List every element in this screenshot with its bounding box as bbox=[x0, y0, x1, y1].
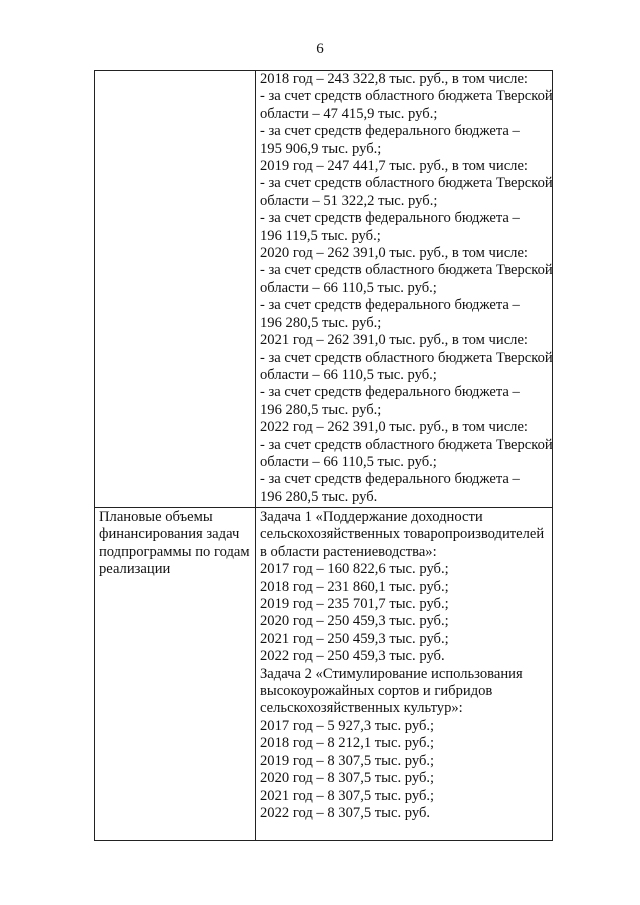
table-line: - за счет средств федерального бюджета – bbox=[260, 210, 520, 227]
row-label-line: Плановые объемы bbox=[99, 509, 213, 525]
table-line: 2021 год – 250 459,3 тыс. руб.; bbox=[260, 630, 449, 647]
table-line: 2022 год – 8 307,5 тыс. руб. bbox=[260, 804, 431, 821]
table-line: - за счет средств областного бюджета Тверской bbox=[260, 349, 553, 366]
table-line: 196 280,5 тыс. руб.; bbox=[260, 401, 382, 418]
table-line: 195 906,9 тыс. руб.; bbox=[260, 140, 382, 157]
table-line: 2019 год – 8 307,5 тыс. руб.; bbox=[260, 752, 435, 769]
table-line: 2018 год – 8 212,1 тыс. руб.; bbox=[260, 735, 435, 752]
table-line: 2018 год – 243 322,8 тыс. руб., в том числе: bbox=[260, 71, 528, 87]
table-line: 2020 год – 8 307,5 тыс. руб.; bbox=[260, 770, 435, 787]
row-1-right-cell bbox=[256, 71, 553, 508]
table-line: 2018 год – 231 860,1 тыс. руб.; bbox=[260, 578, 449, 595]
row-label-line: реализации bbox=[99, 561, 171, 578]
table-line: области – 66 110,5 тыс. руб.; bbox=[260, 453, 437, 470]
table-line: 2022 год – 262 391,0 тыс. руб., в том числе: bbox=[260, 419, 528, 436]
table-line: области – 66 110,5 тыс. руб.; bbox=[260, 279, 437, 296]
row-label-line: подпрограммы по годам bbox=[99, 543, 250, 560]
table-line: в области растениеводства»: bbox=[260, 543, 437, 560]
table-line: сельскохозяйственных культур»: bbox=[260, 700, 463, 717]
table-line: 2022 год – 250 459,3 тыс. руб. bbox=[260, 648, 445, 665]
table-row bbox=[95, 508, 553, 841]
table-line: области – 47 415,9 тыс. руб.; bbox=[260, 105, 438, 122]
page-number: 6 bbox=[316, 41, 324, 57]
table-line: 2019 год – 235 701,7 тыс. руб.; bbox=[260, 596, 449, 613]
table-line: - за счет средств федерального бюджета – bbox=[260, 384, 520, 401]
table-line: 2020 год – 262 391,0 тыс. руб., в том числе: bbox=[260, 245, 528, 262]
table-line: 2020 год – 250 459,3 тыс. руб.; bbox=[260, 613, 449, 630]
table-line: - за счет средств федерального бюджета – bbox=[260, 471, 520, 488]
table-line: 2019 год – 247 441,7 тыс. руб., в том числе: bbox=[260, 158, 528, 175]
table-line: 196 280,5 тыс. руб.; bbox=[260, 314, 382, 331]
row-label-line: финансирования задач bbox=[99, 526, 240, 543]
table-line: высокоурожайных сортов и гибридов bbox=[260, 683, 493, 700]
table-line: 2017 год – 5 927,3 тыс. руб.; bbox=[260, 717, 435, 734]
row-2-right-cell bbox=[256, 508, 553, 841]
table-line: 2017 год – 160 822,6 тыс. руб.; bbox=[260, 561, 449, 578]
row-1-left-cell bbox=[95, 71, 256, 508]
table-line: Задача 1 «Поддержание доходности bbox=[260, 509, 483, 525]
table-line: 196 280,5 тыс. руб. bbox=[260, 488, 378, 505]
table-line: - за счет средств федерального бюджета – bbox=[260, 297, 520, 314]
table-line: - за счет средств областного бюджета Тверской bbox=[260, 262, 553, 279]
table-line: 2021 год – 262 391,0 тыс. руб., в том числе: bbox=[260, 332, 528, 349]
table-line: 196 119,5 тыс. руб.; bbox=[260, 227, 381, 244]
table-line: области – 66 110,5 тыс. руб.; bbox=[260, 366, 437, 383]
table-line: - за счет средств федерального бюджета – bbox=[260, 123, 520, 140]
table-line: 2021 год – 8 307,5 тыс. руб.; bbox=[260, 787, 435, 804]
table-row bbox=[95, 71, 553, 508]
table-line: области – 51 322,2 тыс. руб.; bbox=[260, 192, 438, 209]
table-line: сельскохозяйственных товаропроизводителей bbox=[260, 526, 545, 543]
table-line: - за счет средств областного бюджета Тверской bbox=[260, 88, 553, 105]
table-line: - за счет средств областного бюджета Тверской bbox=[260, 436, 553, 453]
table-line: - за счет средств областного бюджета Тверской bbox=[260, 175, 553, 192]
financing-table bbox=[94, 70, 553, 841]
table-line: Задача 2 «Стимулирование использования bbox=[260, 665, 523, 682]
row-2-left-cell bbox=[95, 508, 256, 841]
